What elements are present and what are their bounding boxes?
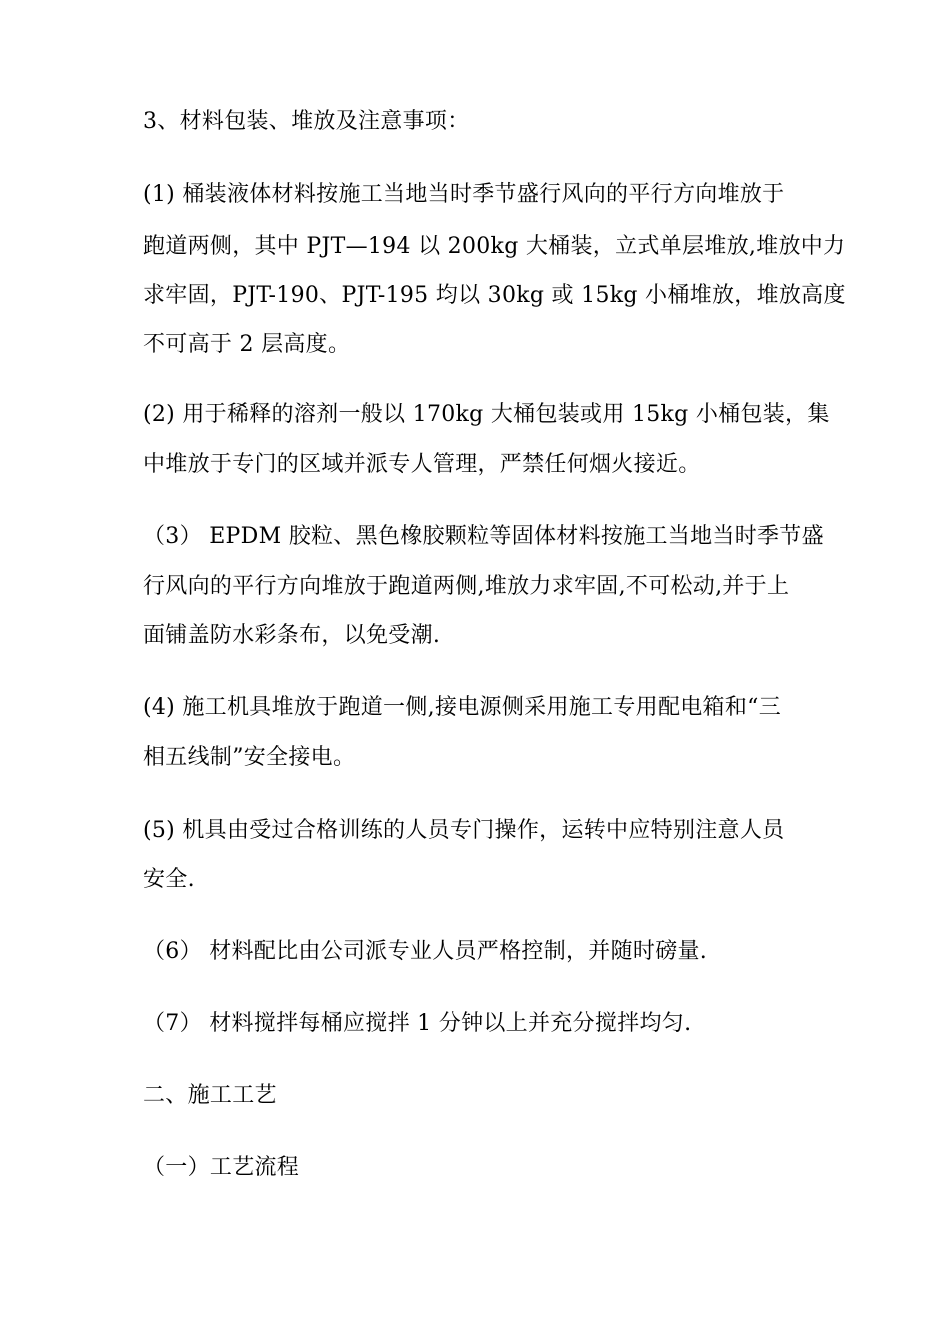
item-1-line-4: 不可高于 2 层高度。 — [143, 332, 351, 357]
item-7: （7） 材料搅拌每桶应搅拌 1 分钟以上并充分搅拌均匀. — [143, 1011, 692, 1036]
item-6: （6） 材料配比由公司派专业人员严格控制，并随时磅量. — [143, 939, 708, 964]
item-3-line-3: 面铺盖防水彩条布，以免受潮. — [143, 623, 441, 648]
item-5-line-2: 安全. — [143, 867, 195, 892]
item-5-line-1: (5) 机具由受过合格训练的人员专门操作，运转中应特别注意人员 — [143, 818, 785, 843]
section-heading-materials: 3、材料包装、堆放及注意事项： — [143, 109, 470, 134]
item-2-line-1: (2) 用于稀释的溶剂一般以 170kg 大桶包装或用 15kg 小桶包装，集 — [143, 402, 830, 427]
item-4-line-2: 相五线制”安全接电。 — [143, 745, 356, 770]
item-1-line-2: 跑道两侧，其中 PJT—194 以 200kg 大桶装，立式单层堆放,堆放中力 — [143, 234, 846, 259]
item-4-line-1: (4) 施工机具堆放于跑道一侧,接电源侧采用施工专用配电箱和“三 — [143, 695, 781, 720]
item-3-line-2: 行风向的平行方向堆放于跑道两侧,堆放力求牢固,不可松动,并于上 — [143, 574, 790, 599]
subsection-heading-flow: （一）工艺流程 — [143, 1155, 300, 1180]
item-1-line-3: 求牢固，PJT-190、PJT-195 均以 30kg 或 15kg 小桶堆放，堆放高度 — [143, 283, 846, 308]
item-3-line-1: （3） EPDM 胶粒、黑色橡胶颗粒等固体材料按施工当地当时季节盛 — [143, 524, 824, 549]
item-1-line-1: (1) 桶装液体材料按施工当地当时季节盛行风向的平行方向堆放于 — [143, 182, 785, 207]
section-heading-process: 二、施工工艺 — [143, 1083, 277, 1108]
item-2-line-2: 中堆放于专门的区域并派专人管理，严禁任何烟火接近。 — [143, 452, 701, 477]
